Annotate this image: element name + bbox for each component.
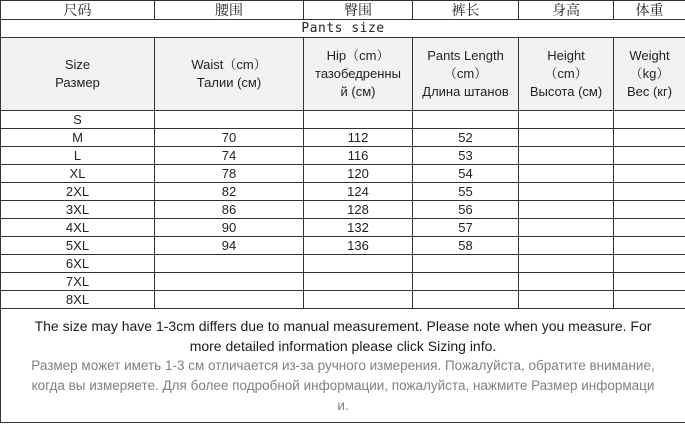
table-row bbox=[1, 201, 685, 219]
cell-hip: 128 bbox=[304, 201, 413, 219]
cell-hip: 132 bbox=[304, 219, 413, 237]
cell-hip bbox=[304, 255, 413, 273]
table-row bbox=[1, 219, 685, 237]
cell-height bbox=[519, 255, 614, 273]
cell-weight bbox=[614, 201, 685, 219]
cell-size: S bbox=[1, 111, 155, 129]
header-waist-line: Waist（cm） bbox=[191, 57, 267, 72]
cell-height bbox=[519, 165, 614, 183]
note-english-line: The size may have 1-3cm differs due to manual measurement. Please note when you measure. For bbox=[34, 317, 652, 334]
cell-length: 53 bbox=[413, 147, 519, 165]
cell-length bbox=[413, 111, 519, 129]
cn-header-waist: 腰围 bbox=[155, 1, 304, 20]
cell-weight bbox=[614, 219, 685, 237]
header-weight bbox=[614, 38, 685, 111]
note-russian-line: Размер может иметь 1-3 см отличается из-за ручного измерения. Пожалуйста, обратите внимание, bbox=[31, 357, 655, 373]
cell-weight bbox=[614, 255, 685, 273]
cn-header-height: 身高 bbox=[519, 1, 614, 20]
cell-waist: 70 bbox=[155, 129, 304, 147]
cell-weight bbox=[614, 183, 685, 201]
header-hip-line: тазобедренны bbox=[315, 66, 401, 81]
header-hip-line: й (см) bbox=[340, 84, 376, 99]
table-row bbox=[1, 183, 685, 201]
header-height-line: Height bbox=[547, 48, 585, 63]
cell-size: 4XL bbox=[1, 219, 155, 237]
cell-size: XL bbox=[1, 165, 155, 183]
header-size-line: Size bbox=[64, 57, 91, 72]
cell-height bbox=[519, 273, 614, 291]
cell-hip bbox=[304, 273, 413, 291]
cell-length: 58 bbox=[413, 237, 519, 255]
cell-hip: 116 bbox=[304, 147, 413, 165]
cell-hip bbox=[304, 111, 413, 129]
cell-length: 55 bbox=[413, 183, 519, 201]
table-row bbox=[1, 255, 685, 273]
table-row bbox=[1, 291, 685, 309]
header-length-line: Pants Length bbox=[427, 48, 504, 63]
table-row bbox=[1, 273, 685, 291]
cell-hip: 112 bbox=[304, 129, 413, 147]
cell-weight bbox=[614, 111, 685, 129]
header-hip bbox=[304, 38, 413, 111]
cell-height bbox=[519, 237, 614, 255]
cell-height bbox=[519, 219, 614, 237]
header-height bbox=[519, 38, 614, 111]
cell-height bbox=[519, 147, 614, 165]
cell-length bbox=[413, 291, 519, 309]
cn-header-weight: 体重 bbox=[614, 1, 685, 20]
cell-size: 6XL bbox=[1, 255, 155, 273]
cell-size: M bbox=[1, 129, 155, 147]
cell-height bbox=[519, 111, 614, 129]
header-weight-line: Вес (кг) bbox=[626, 84, 673, 99]
cell-weight bbox=[614, 147, 685, 165]
chinese-header-row bbox=[1, 1, 685, 20]
cell-size: 7XL bbox=[1, 273, 155, 291]
cell-hip bbox=[304, 291, 413, 309]
cell-length: 52 bbox=[413, 129, 519, 147]
table-row bbox=[1, 237, 685, 255]
cell-height bbox=[519, 291, 614, 309]
cell-waist: 86 bbox=[155, 201, 304, 219]
cn-header-hip: 臀围 bbox=[304, 1, 413, 20]
header-length bbox=[413, 38, 519, 111]
cell-height bbox=[519, 201, 614, 219]
column-header-row bbox=[1, 38, 685, 111]
header-size bbox=[1, 38, 155, 111]
note-english-line: more detailed information please click Sizing info. bbox=[189, 337, 497, 354]
note-english bbox=[7, 316, 679, 356]
cell-hip: 136 bbox=[304, 237, 413, 255]
cell-hip: 124 bbox=[304, 183, 413, 201]
cell-weight bbox=[614, 291, 685, 309]
note-row bbox=[1, 309, 685, 423]
cell-waist: 94 bbox=[155, 237, 304, 255]
table-row bbox=[1, 147, 685, 165]
title-row bbox=[1, 20, 685, 38]
note-russian bbox=[7, 356, 679, 416]
cell-waist: 82 bbox=[155, 183, 304, 201]
cell-size: 5XL bbox=[1, 237, 155, 255]
cell-length bbox=[413, 273, 519, 291]
cell-size: L bbox=[1, 147, 155, 165]
cell-weight bbox=[614, 129, 685, 147]
note-russian-line: когда вы измеряете. Для более подробной информации, пожалуйста, нажмите Размер информаци bbox=[31, 377, 655, 393]
header-hip-line: Hip（cm） bbox=[326, 48, 390, 63]
header-weight-line: （kg） bbox=[629, 66, 670, 81]
cell-waist bbox=[155, 273, 304, 291]
header-waist bbox=[155, 38, 304, 111]
cn-header-size: 尺码 bbox=[1, 1, 155, 20]
cell-length bbox=[413, 255, 519, 273]
table-row bbox=[1, 111, 685, 129]
header-length-line: （cm） bbox=[443, 66, 488, 81]
table-title: Pants size bbox=[1, 20, 685, 38]
cell-waist bbox=[155, 291, 304, 309]
cell-size: 8XL bbox=[1, 291, 155, 309]
cell-waist: 78 bbox=[155, 165, 304, 183]
header-height-line: Высота (см) bbox=[529, 84, 603, 99]
header-height-line: （cm） bbox=[544, 66, 588, 81]
cell-length: 54 bbox=[413, 165, 519, 183]
cn-header-length: 裤长 bbox=[413, 1, 519, 20]
cell-waist: 90 bbox=[155, 219, 304, 237]
cell-length: 57 bbox=[413, 219, 519, 237]
cell-size: 3XL bbox=[1, 201, 155, 219]
note-cell bbox=[1, 309, 685, 423]
header-waist-line: Талии (см) bbox=[196, 75, 262, 90]
header-weight-line: Weight bbox=[629, 48, 670, 63]
cell-size: 2XL bbox=[1, 183, 155, 201]
cell-weight bbox=[614, 237, 685, 255]
table-row bbox=[1, 165, 685, 183]
cell-waist bbox=[155, 111, 304, 129]
cell-length: 56 bbox=[413, 201, 519, 219]
cell-hip: 120 bbox=[304, 165, 413, 183]
cell-weight bbox=[614, 165, 685, 183]
cell-height bbox=[519, 129, 614, 147]
cell-height bbox=[519, 183, 614, 201]
cell-weight bbox=[614, 273, 685, 291]
header-length-line: Длина штанов bbox=[422, 84, 509, 99]
cell-waist bbox=[155, 255, 304, 273]
cell-waist: 74 bbox=[155, 147, 304, 165]
table-row bbox=[1, 129, 685, 147]
header-size-line: Размер bbox=[55, 75, 100, 90]
note-russian-line: и. bbox=[337, 397, 349, 413]
